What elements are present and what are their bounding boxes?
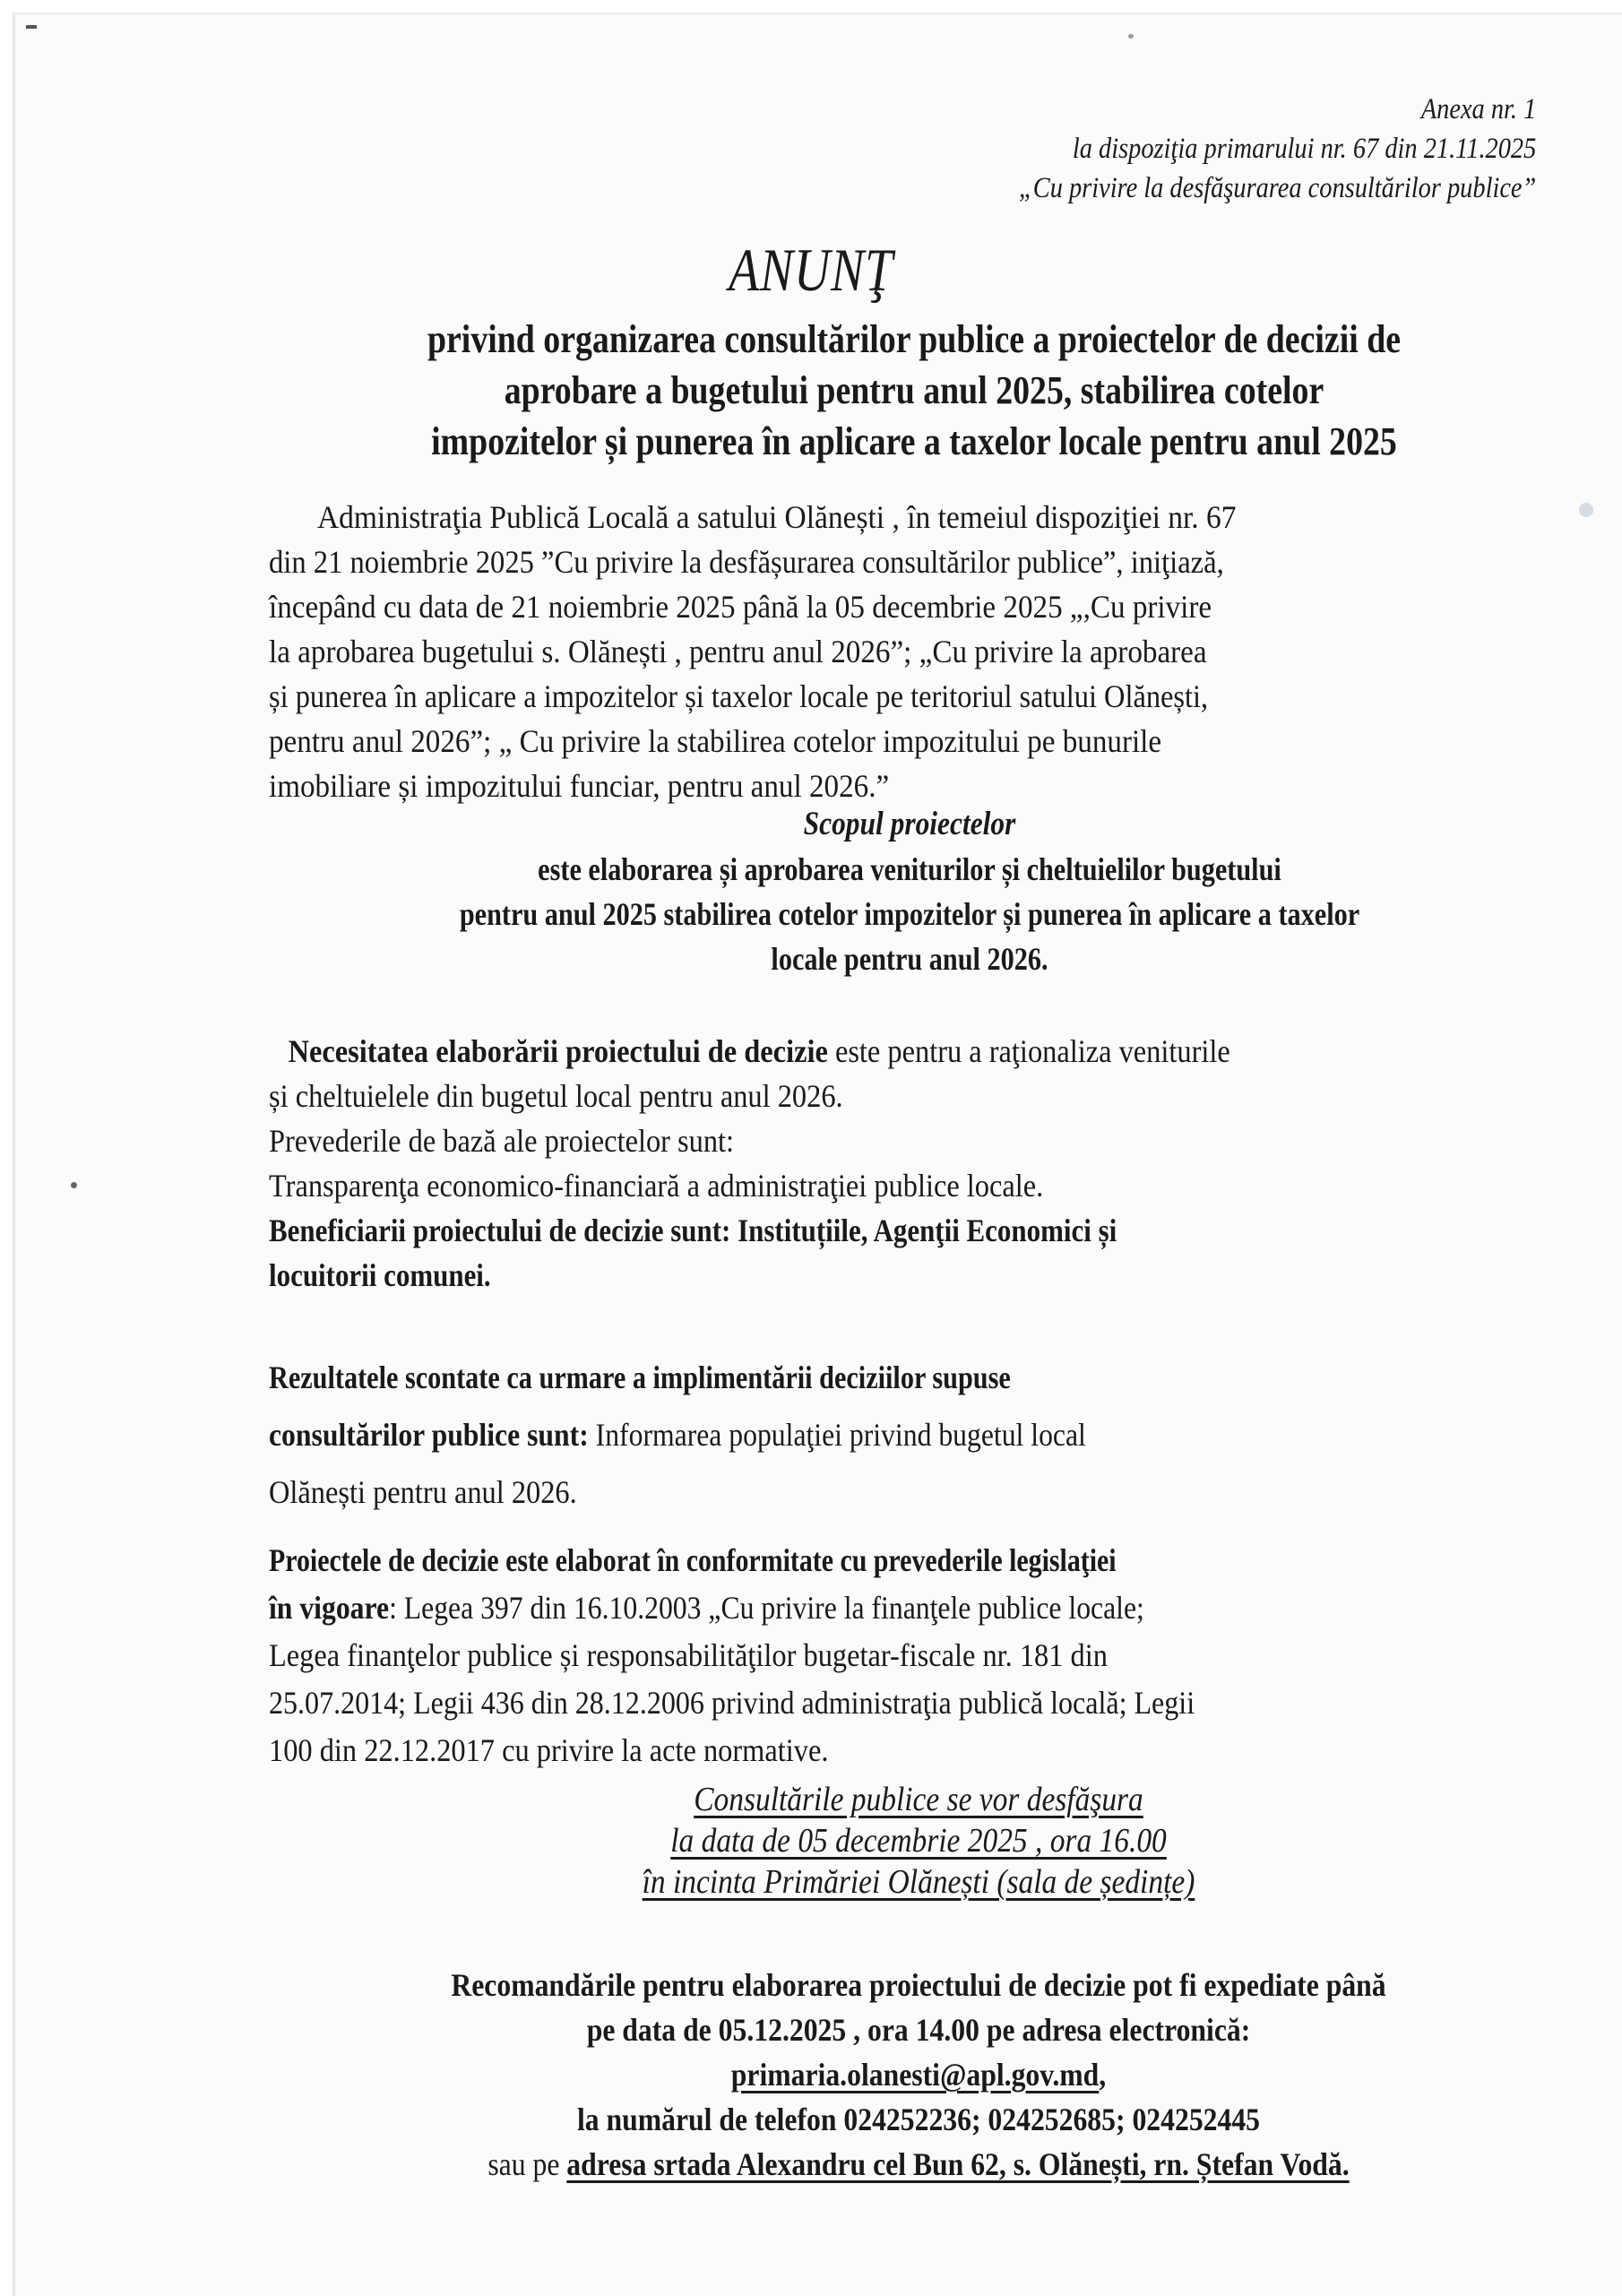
provisions-text: Transparenţa economico-financiară a administraţiei publice locale. — [269, 1168, 1044, 1204]
email-suffix: , — [1099, 2057, 1107, 2093]
subtitle-line: impozitelor și punerea în aplicare a taxelor locale pentru anul 2025 — [431, 419, 1397, 463]
intro-line: la aprobarea bugetului s. Olănești , pentru anul 2026”; „Cu privire la aprobarea — [269, 634, 1207, 669]
annex-subject: „Cu privire la desfăşurarea consultărilor publice” — [1018, 172, 1536, 204]
results-lead: consultărilor publice sunt: — [269, 1417, 589, 1453]
annex-header — [1019, 90, 1536, 208]
provisions-label: Prevederile de bază ale proiectelor sunt: — [269, 1123, 735, 1159]
intro-line: pentru anul 2026”; „ Cu privire la stabilirea cotelor impozitului pe bunurile — [269, 723, 1162, 759]
legal-line — [269, 1584, 1396, 1632]
necessity-line: și cheltuielele din bugetul local pentru anul 2026. — [269, 1078, 843, 1114]
necessity-text: este pentru a raţionaliza veniturile — [827, 1033, 1230, 1069]
contact-email-line — [347, 2052, 1490, 2097]
contact-line: pe data de 05.12.2025 , ora 14.00 pe adresa electronică: — [586, 2012, 1251, 2048]
results-line: Rezultatele scontate ca urmare a implimentării deciziilor supuse — [269, 1359, 1011, 1395]
purpose-section — [269, 802, 1550, 981]
necessity-section — [269, 1029, 1550, 1298]
beneficiaries-line: Beneficiarii proiectului de decizie sunt: Instituțiile, Agenţii Economici și — [269, 1213, 1117, 1248]
necessity-line — [269, 1029, 1422, 1074]
purpose-heading: Scopul proiectelor — [803, 806, 1016, 842]
scan-corner-mark — [26, 25, 37, 29]
consultation-details — [538, 1779, 1299, 1903]
legal-line: 100 din 22.12.2017 cu privire la acte normative. — [269, 1732, 829, 1768]
legal-section — [269, 1537, 1550, 1774]
consultation-date: la data de 05 decembrie 2025 , ora 16.00 — [670, 1822, 1167, 1860]
address-prefix: sau pe — [487, 2146, 567, 2182]
intro-line: din 21 noiembrie 2025 ”Cu privire la desfășurarea consultărilor publice”, iniţiază, — [269, 544, 1224, 580]
legal-line: 25.07.2014; Legii 436 din 28.12.2006 privind administraţia publică locală; Legii — [269, 1685, 1195, 1721]
scan-speck — [1579, 503, 1593, 517]
purpose-line: este elaborarea și aprobarea veniturilor și cheltuielilor bugetului — [538, 851, 1281, 887]
scan-speck — [71, 1182, 77, 1188]
scan-speck — [1128, 34, 1134, 39]
purpose-line: locale pentru anul 2026. — [771, 941, 1048, 977]
subtitle-line: aprobare a bugetului pentru anul 2025, stabilirea cotelor — [504, 368, 1324, 412]
intro-line: Administraţia Publică Locală a satului Olănești , în temeiul dispoziţiei nr. 67 — [316, 499, 1237, 535]
intro-paragraph — [269, 495, 1550, 808]
document-title: ANUNŢ — [729, 236, 893, 304]
address: adresa srtada Alexandru cel Bun 62, s. Olănești, rn. Ștefan Vodă. — [566, 2146, 1350, 2182]
document-subtitle — [269, 314, 1559, 467]
necessity-lead: Necesitatea elaborării proiectului de decizie — [288, 1033, 828, 1069]
phone-label: la numărul de telefon — [576, 2102, 844, 2137]
intro-line: începând cu data de 21 noiembrie 2025 până la 05 decembrie 2025 „,Cu privire — [269, 589, 1212, 625]
contact-section — [269, 1963, 1568, 2187]
legal-line: Legea finanţelor publice și responsabilităţilor bugetar-fiscale nr. 181 din — [269, 1637, 1108, 1673]
contact-address-line — [347, 2142, 1490, 2187]
intro-line: imobiliare și impozitului funciar, pentru anul 2026.” — [269, 768, 890, 804]
intro-line: și punerea în aplicare a impozitelor și taxelor locale pe teritoriul satului Olănești, — [269, 678, 1209, 714]
contact-phone-line — [347, 2097, 1490, 2142]
legal-line: Proiectele de decizie este elaborat în conformitate cu prevederile legislaţiei — [269, 1542, 1117, 1578]
legal-text: : Legea 397 din 16.10.2003 „Cu privire la finanţele publice locale; — [389, 1590, 1144, 1626]
results-text: Informarea populaţiei privind bugetul local — [588, 1417, 1086, 1453]
results-line — [269, 1406, 1396, 1463]
consultation-location: în incinta Primăriei Olănești (sala de ședințe) — [642, 1863, 1195, 1901]
subtitle-line: privind organizarea consultărilor publice a proiectelor de decizii de — [427, 317, 1402, 361]
results-line: Olănești pentru anul 2026. — [269, 1474, 577, 1510]
annex-number: Anexa nr. 1 — [1420, 93, 1536, 125]
email-link[interactable]: primaria.olanesti@apl.gov.md — [730, 2057, 1100, 2093]
consultation-line: Consultările publice se vor desfăşura — [694, 1781, 1143, 1818]
results-section — [269, 1349, 1550, 1521]
phone-numbers: 024252236; 024252685; 024252445 — [843, 2102, 1261, 2137]
contact-line: Recomandările pentru elaborarea proiectului de decizie pot fi expediate până — [451, 1967, 1386, 2003]
beneficiaries-line: locuitorii comunei. — [269, 1257, 491, 1293]
annex-disposition: la dispoziţia primarului nr. 67 din 21.11.2025 — [1072, 133, 1536, 165]
purpose-line: pentru anul 2025 stabilirea cotelor impozitelor și punerea în aplicare a taxelor — [459, 896, 1360, 932]
legal-lead: în vigoare — [269, 1590, 390, 1626]
